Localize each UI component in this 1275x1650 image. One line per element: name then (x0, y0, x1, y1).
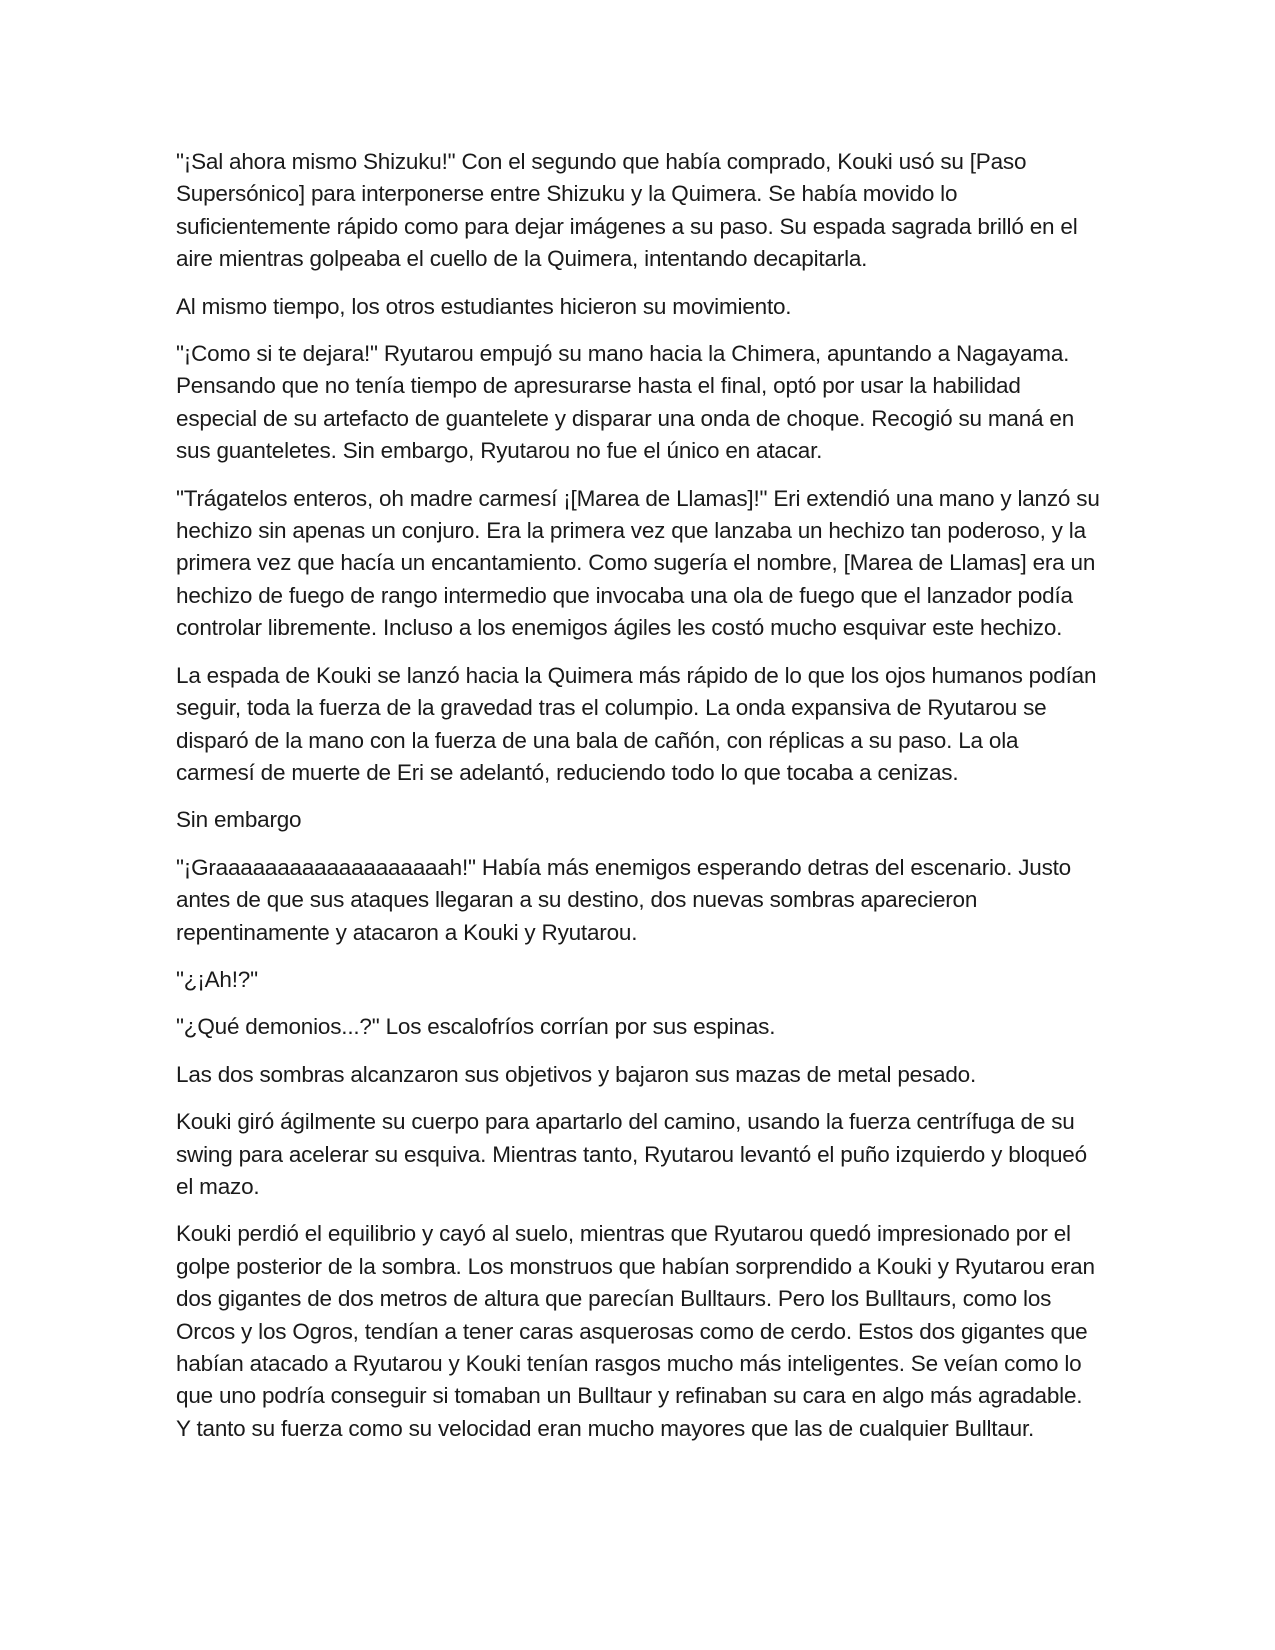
paragraph: "Trágatelos enteros, oh madre carmesí ¡[Marea de Llamas]!" Eri extendió una mano y lanzó su hechizo sin apenas un conjuro. Era la primera vez que lanzaba un hechizo tan poderoso, y la primera vez que hacía un encantamiento. Como sugería el nombre, [Marea de Llamas] era un hechizo de fuego de rango intermedio que invocaba una ola de fuego que el lanzador podía controlar libremente. Incluso a los enemigos ágiles les costó mucho esquivar este hechizo. (176, 485, 1100, 641)
paragraph: "¿¡Ah!?" (176, 966, 258, 992)
paragraph: Las dos sombras alcanzaron sus objetivos y bajaron sus mazas de metal pesado. (176, 1061, 977, 1087)
paragraph: "¿Qué demonios...?" Los escalofríos corrían por sus espinas. (176, 1014, 776, 1040)
document-body (176, 146, 1101, 1460)
paragraph: "¡Graaaaaaaaaaaaaaaaaaah!" Había más enemigos esperando detras del escenario. Justo antes de que sus ataques llegaran a su destino, dos nuevas sombras aparecieron repentinamente y atacaron a Kouki y Ryutarou. (176, 854, 1071, 945)
paragraph: "¡Sal ahora mismo Shizuku!" Con el segundo que había comprado, Kouki usó su [Paso Supersónico] para interponerse entre Shizuku y la Quimera. Se había movido lo suficientemente rápido como para dejar imágenes a su paso. Su espada sagrada brilló en el aire mientras golpeaba el cuello de la Quimera, intentando decapitarla. (176, 149, 1078, 272)
paragraph: Kouki perdió el equilibrio y cayó al suelo, mientras que Ryutarou quedó impresionado por el golpe posterior de la sombra. Los monstruos que habían sorprendido a Kouki y Ryutarou eran dos gigantes de dos metros de altura que parecían Bulltaurs. Pero los Bulltaurs, como los Orcos y los Ogros, tendían a tener caras asquerosas como de cerdo. Estos dos gigantes que habían atacado a Ryutarou y Kouki tenían rasgos mucho más inteligentes. Se veían como lo que uno podría conseguir si tomaban un Bulltaur y refinaban su cara en algo más agradable. Y tanto su fuerza como su velocidad eran mucho mayores que las de cualquier Bulltaur. (176, 1221, 1095, 1441)
paragraph: "¡Como si te dejara!" Ryutarou empujó su mano hacia la Chimera, apuntando a Nagayama. Pensando que no tenía tiempo de apresurarse hasta el final, optó por usar la habilidad especial de su artefacto de guantelete y disparar una onda de choque. Recogió su maná en sus guanteletes. Sin embargo, Ryutarou no fue el único en atacar. (176, 341, 1075, 464)
paragraph: Al mismo tiempo, los otros estudiantes hicieron su movimiento. (176, 293, 792, 319)
paragraph: Sin embargo (176, 807, 302, 833)
paragraph: La espada de Kouki se lanzó hacia la Quimera más rápido de lo que los ojos humanos podían seguir, toda la fuerza de la gravedad tras el columpio. La onda expansiva de Ryutarou se disparó de la mano con la fuerza de una bala de cañón, con réplicas a su paso. La ola carmesí de muerte de Eri se adelantó, reduciendo todo lo que tocaba a cenizas. (176, 662, 1097, 785)
paragraph: Kouki giró ágilmente su cuerpo para apartarlo del camino, usando la fuerza centrífuga de su swing para acelerar su esquiva. Mientras tanto, Ryutarou levantó el puño izquierdo y bloqueó el mazo. (176, 1109, 1087, 1199)
